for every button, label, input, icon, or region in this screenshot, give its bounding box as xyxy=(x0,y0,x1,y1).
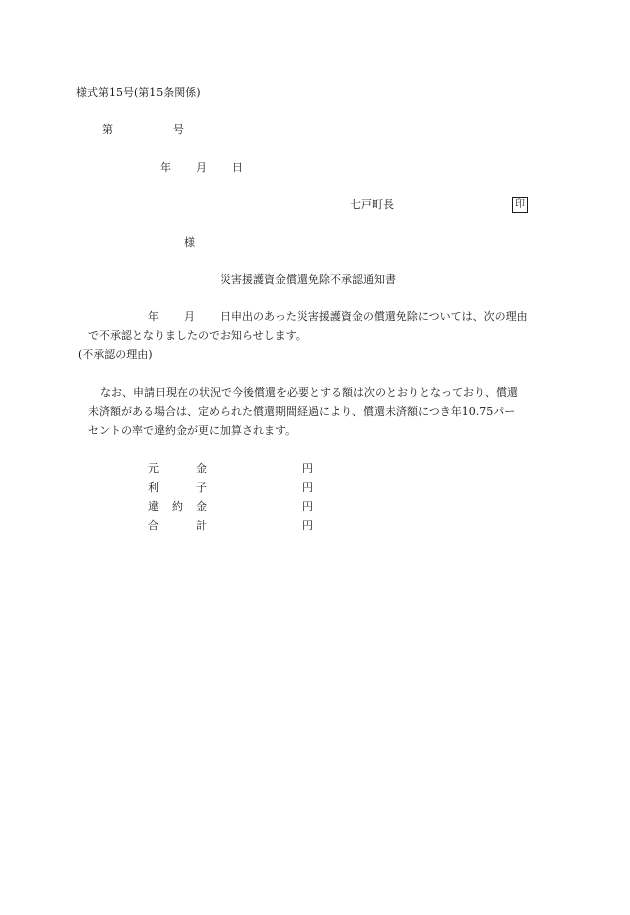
amount-label-c: 金 xyxy=(196,500,207,513)
body-line1-month: 月 xyxy=(184,310,195,323)
date-year: 年 xyxy=(160,161,171,174)
amount-unit: 円 xyxy=(302,500,313,513)
amount-label-a: 利 xyxy=(148,481,159,494)
amount-label-a: 違 xyxy=(148,500,159,513)
ref-number-prefix: 第 xyxy=(102,123,113,136)
addressee-suffix: 様 xyxy=(184,236,195,249)
amount-label-c: 計 xyxy=(196,519,207,532)
amount-label-c: 子 xyxy=(196,481,207,494)
amount-unit: 円 xyxy=(302,481,313,494)
ref-number-suffix: 号 xyxy=(173,123,184,136)
issuer-title: 七戸町長 xyxy=(350,198,394,211)
amount-unit: 円 xyxy=(302,462,313,475)
amount-label-b: 約 xyxy=(172,500,183,513)
amount-label-a: 合 xyxy=(148,519,159,532)
date-day: 日 xyxy=(232,161,243,174)
body-para2-line1: なお、申請日現在の状況で今後償還を必要とする額は次のとおりとなっており、償還 xyxy=(100,386,518,399)
amount-unit: 円 xyxy=(302,519,313,532)
reason-heading: (不承認の理由) xyxy=(78,348,153,361)
form-number: 様式第15号(第15条関係) xyxy=(76,86,201,99)
body-line1-text: 日申出のあった災害援護資金の償還免除については、次の理由 xyxy=(220,310,528,323)
date-month: 月 xyxy=(196,161,207,174)
body-line1-year: 年 xyxy=(148,310,159,323)
amount-label-a: 元 xyxy=(148,462,159,475)
seal-mark: 印 xyxy=(512,197,528,213)
body-line2: で不承認となりましたのでお知らせします。 xyxy=(88,329,307,342)
amount-label-c: 金 xyxy=(196,462,207,475)
body-para2-line3: セントの率で違約金が更に加算されます。 xyxy=(88,424,297,437)
body-para2-line2: 未済額がある場合は、定められた償還期間経過により、償還未済額につき年10.75パー xyxy=(88,405,516,418)
document-title: 災害援護資金償還免除不承認通知書 xyxy=(220,273,396,286)
